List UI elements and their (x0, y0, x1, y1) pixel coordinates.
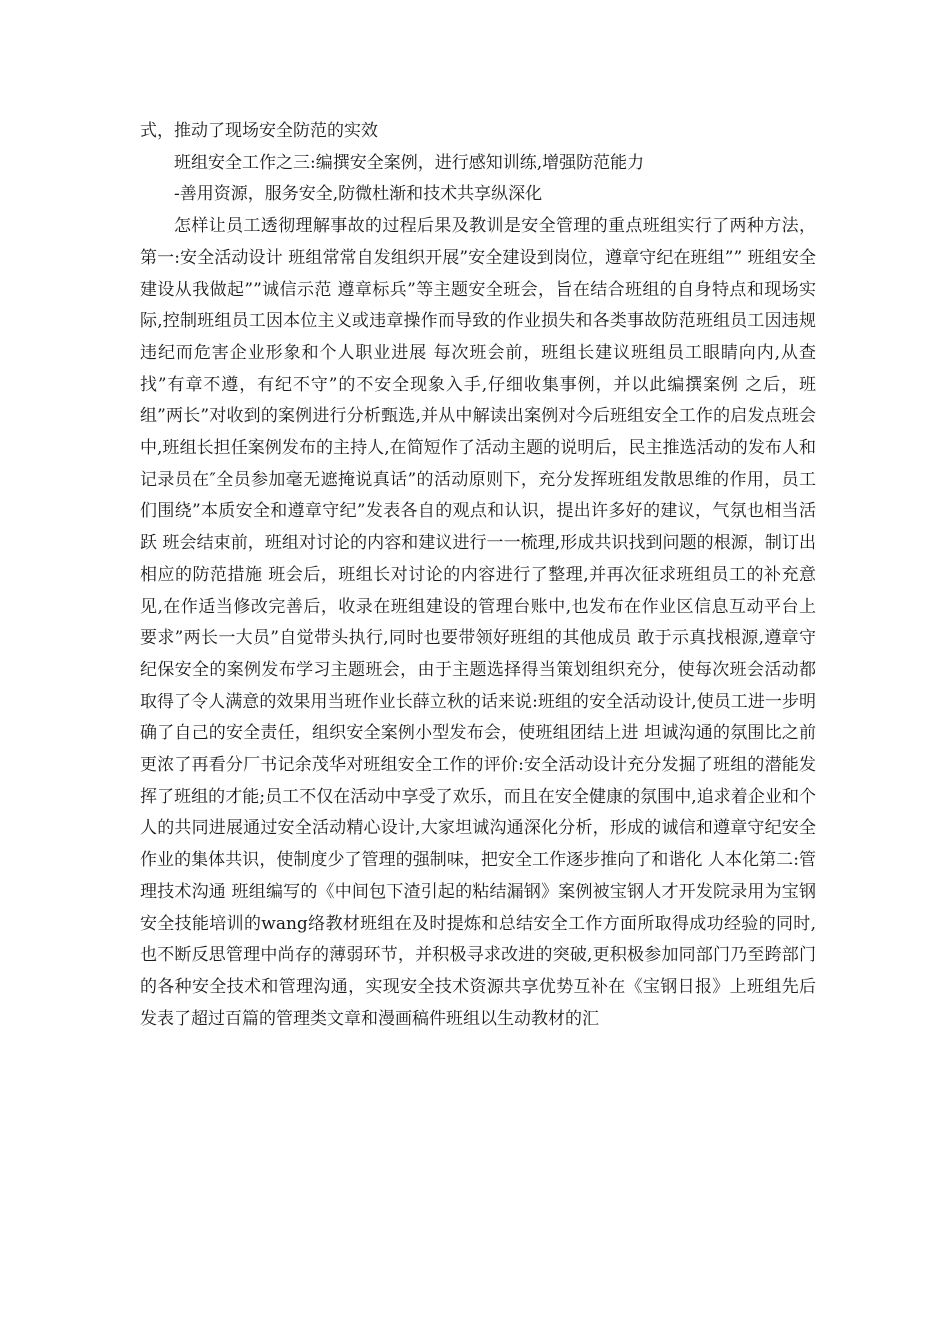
section-heading: 班组安全工作之三:编撰安全案例，进行感知训练,增强防范能力 (174, 152, 645, 173)
paragraph-continuation: 式，推动了现场安全防范的实效 (140, 121, 378, 141)
document-body (140, 116, 816, 1035)
body-paragraph: 怎样让员工透彻理解事故的过程后果及教训是安全管理的重点班组实行了两种方法，第一:安全活动设计 班组常常自发组织开展”安全建设到岗位，遵章守纪在班组”” 班组安全建设从我做起””诚信示范 遵章标兵”等主题安全班会，旨在结合班组的自身特点和现场实际,控制班组员工因本位主义或违章操作而导致的作业损失和各类事故防范班组员工因违规违纪而危害企业形象和个人职业进展 每次班会前，班组长建议班组员工眼睛向内,从查找”有章不遵，有纪不守”的不安全现象入手,仔细收集事例，并以此编撰案例 之后，班组”两长”对收到的案例进行分析甄选,并从中解读出案例对今后班组安全工作的启发点班会中,班组长担任案例发布的主持人,在简短作了活动主题的说明后，民主推选活动的发布人和记录员在″全员参加毫无遮掩说真话”的活动原则下，充分发挥班组发散思维的作用，员工们围绕”本质安全和遵章守纪”发表各自的观点和认识，提出许多好的建议，气氛也相当活跃 班会结束前，班组对讨论的内容和建议进行一一梳理,形成共识找到问题的根源，制订出相应的防范措施 班会后，班组长对讨论的内容进行了整理,并再次征求班组员工的补充意见,在作适当修改完善后，收录在班组建设的管理台账中,也发布在作业区信息互动平台上 要求”两长一大员”自觉带头执行,同时也要带领好班组的其他成员 敢于示真找根源,遵章守纪保安全的案例发布学习主题班会，由于主题选择得当策划组织充分，使每次班会活动都取得了令人满意的效果用当班作业长薛立秋的话来说:班组的安全活动设计,使员工进一步明确了自己的安全责任，组织安全案例小型发布会，使班组团结上进 坦诚沟通的氛围比之前更浓了再看分厂书记余茂华对班组安全工作的评价:安全活动设计充分发掘了班组的潜能发挥了班组的才能;员工不仅在活动中享受了欢乐，而且在安全健康的氛围中,追求着企业和个人的共同进展通过安全活动精心设计,大家坦诚沟通深化分析，形成的诚信和遵章守纪安全作业的集体共识，使制度少了管理的强制味，把安全工作逐步推向了和谐化 人本化第二:管理技术沟通 班组编写的《中间包下渣引起的粘结漏钢》案例被宝钢人才开发院录用为宝钢安全技能培训的wang络教材班组在及时提炼和总结安全工作方面所取得成功经验的同时,也不断反思管理中尚存的薄弱环节，并积极寻求改进的突破,更积极参加同部门乃至跨部门的各种安全技术和管理沟通，实现安全技术资源共享优势互补在《宝钢日报》上班组先后发表了超过百篇的管理类文章和漫画稿件班组以生动教材的汇 (140, 216, 816, 1029)
section-subheading: -善用资源，服务安全,防微杜渐和技术共享纵深化 (174, 184, 543, 205)
